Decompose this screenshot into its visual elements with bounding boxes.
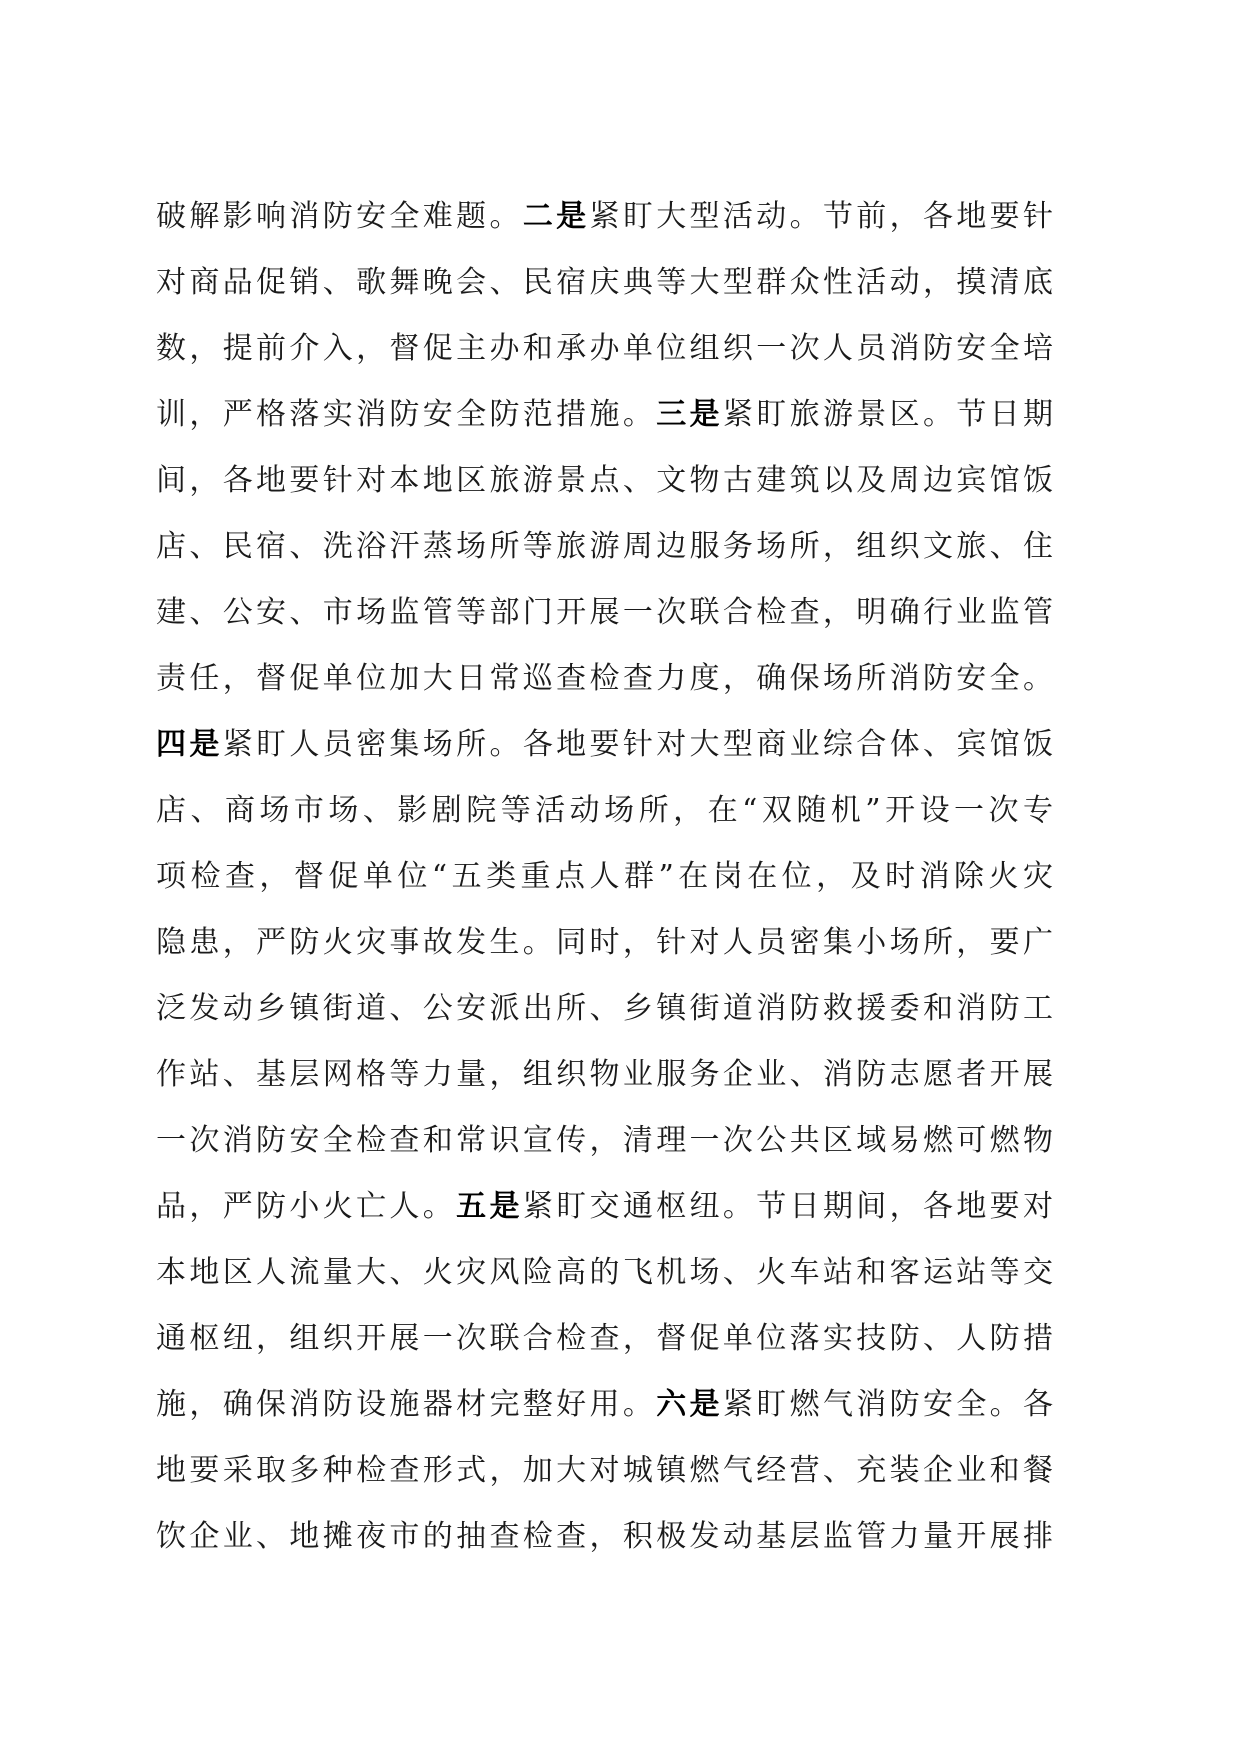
text-line [156, 448, 1056, 514]
text-line [156, 1306, 1056, 1372]
text-line [156, 580, 1056, 646]
text-segment: 一次消防安全检查和常识宣传，清理一次公共区域易燃可燃物 [156, 1123, 1056, 1158]
text-segment: 紧盯旅游景区。节日期 [722, 397, 1057, 432]
text-line [156, 1240, 1056, 1306]
text-line [156, 1174, 1056, 1240]
text-line [156, 712, 1056, 778]
text-segment: 紧盯人员密集场所。各地要针对大型商业综合体、宾馆饭 [222, 727, 1057, 762]
text-segment: 品，严防小火亡人。 [156, 1189, 457, 1224]
text-segment: 紧盯交通枢纽。节日期间，各地要对 [522, 1189, 1057, 1224]
text-segment: 建、公安、市场监管等部门开展一次联合检查，明确行业监管 [156, 595, 1056, 630]
text-segment: 责任，督促单位加大日常巡查检查力度，确保场所消防安全。 [156, 661, 1056, 696]
text-segment: 间，各地要针对本地区旅游景点、文物古建筑以及周边宾馆饭 [156, 463, 1056, 498]
text-segment: 地要采取多种检查形式，加大对城镇燃气经营、充装企业和餐 [156, 1453, 1056, 1488]
text-line [156, 844, 1056, 910]
text-line [156, 778, 1056, 844]
text-line [156, 1438, 1056, 1504]
text-line [156, 976, 1056, 1042]
text-segment: 对商品促销、歌舞晚会、民宿庆典等大型群众性活动，摸清底 [156, 265, 1056, 300]
body-paragraph [156, 184, 1056, 1570]
text-line [156, 646, 1056, 712]
text-line [156, 1042, 1056, 1108]
text-segment: 店、商场市场、影剧院等活动场所，在“双随机”开设一次专 [156, 793, 1056, 828]
text-segment: 破解影响消防安全难题。 [156, 199, 523, 234]
text-segment: 数，提前介入，督促主办和承办单位组织一次人员消防安全培 [156, 331, 1056, 366]
text-segment: 作站、基层网格等力量，组织物业服务企业、消防志愿者开展 [156, 1057, 1056, 1092]
bold-heading-marker: 四是 [156, 727, 223, 762]
text-segment: 饮企业、地摊夜市的抽查检查，积极发动基层监管力量开展排 [156, 1519, 1056, 1554]
text-segment: 隐患，严防火灾事故发生。同时，针对人员密集小场所，要广 [156, 925, 1056, 960]
bold-heading-marker: 六是 [656, 1387, 723, 1422]
text-line [156, 910, 1056, 976]
text-segment: 紧盯燃气消防安全。各 [722, 1387, 1057, 1422]
text-line [156, 1372, 1056, 1438]
bold-heading-marker: 二是 [522, 199, 590, 234]
text-segment: 训，严格落实消防安全防范措施。 [156, 397, 657, 432]
text-line [156, 250, 1056, 316]
text-segment: 通枢纽，组织开展一次联合检查，督促单位落实技防、人防措 [156, 1321, 1056, 1356]
text-line [156, 316, 1056, 382]
text-line [156, 1504, 1056, 1570]
text-segment: 项检查，督促单位“五类重点人群”在岗在位，及时消除火灾 [156, 859, 1056, 894]
text-segment: 紧盯大型活动。节前，各地要针 [589, 199, 1057, 234]
text-line [156, 382, 1056, 448]
bold-heading-marker: 五是 [456, 1189, 523, 1224]
text-line [156, 514, 1056, 580]
text-line [156, 184, 1056, 250]
bold-heading-marker: 三是 [656, 397, 723, 432]
text-segment: 本地区人流量大、火灾风险高的飞机场、火车站和客运站等交 [156, 1255, 1056, 1290]
text-line [156, 1108, 1056, 1174]
text-segment: 泛发动乡镇街道、公安派出所、乡镇街道消防救援委和消防工 [156, 991, 1056, 1026]
text-segment: 店、民宿、洗浴汗蒸场所等旅游周边服务场所，组织文旅、住 [156, 529, 1056, 564]
text-segment: 施，确保消防设施器材完整好用。 [156, 1387, 657, 1422]
